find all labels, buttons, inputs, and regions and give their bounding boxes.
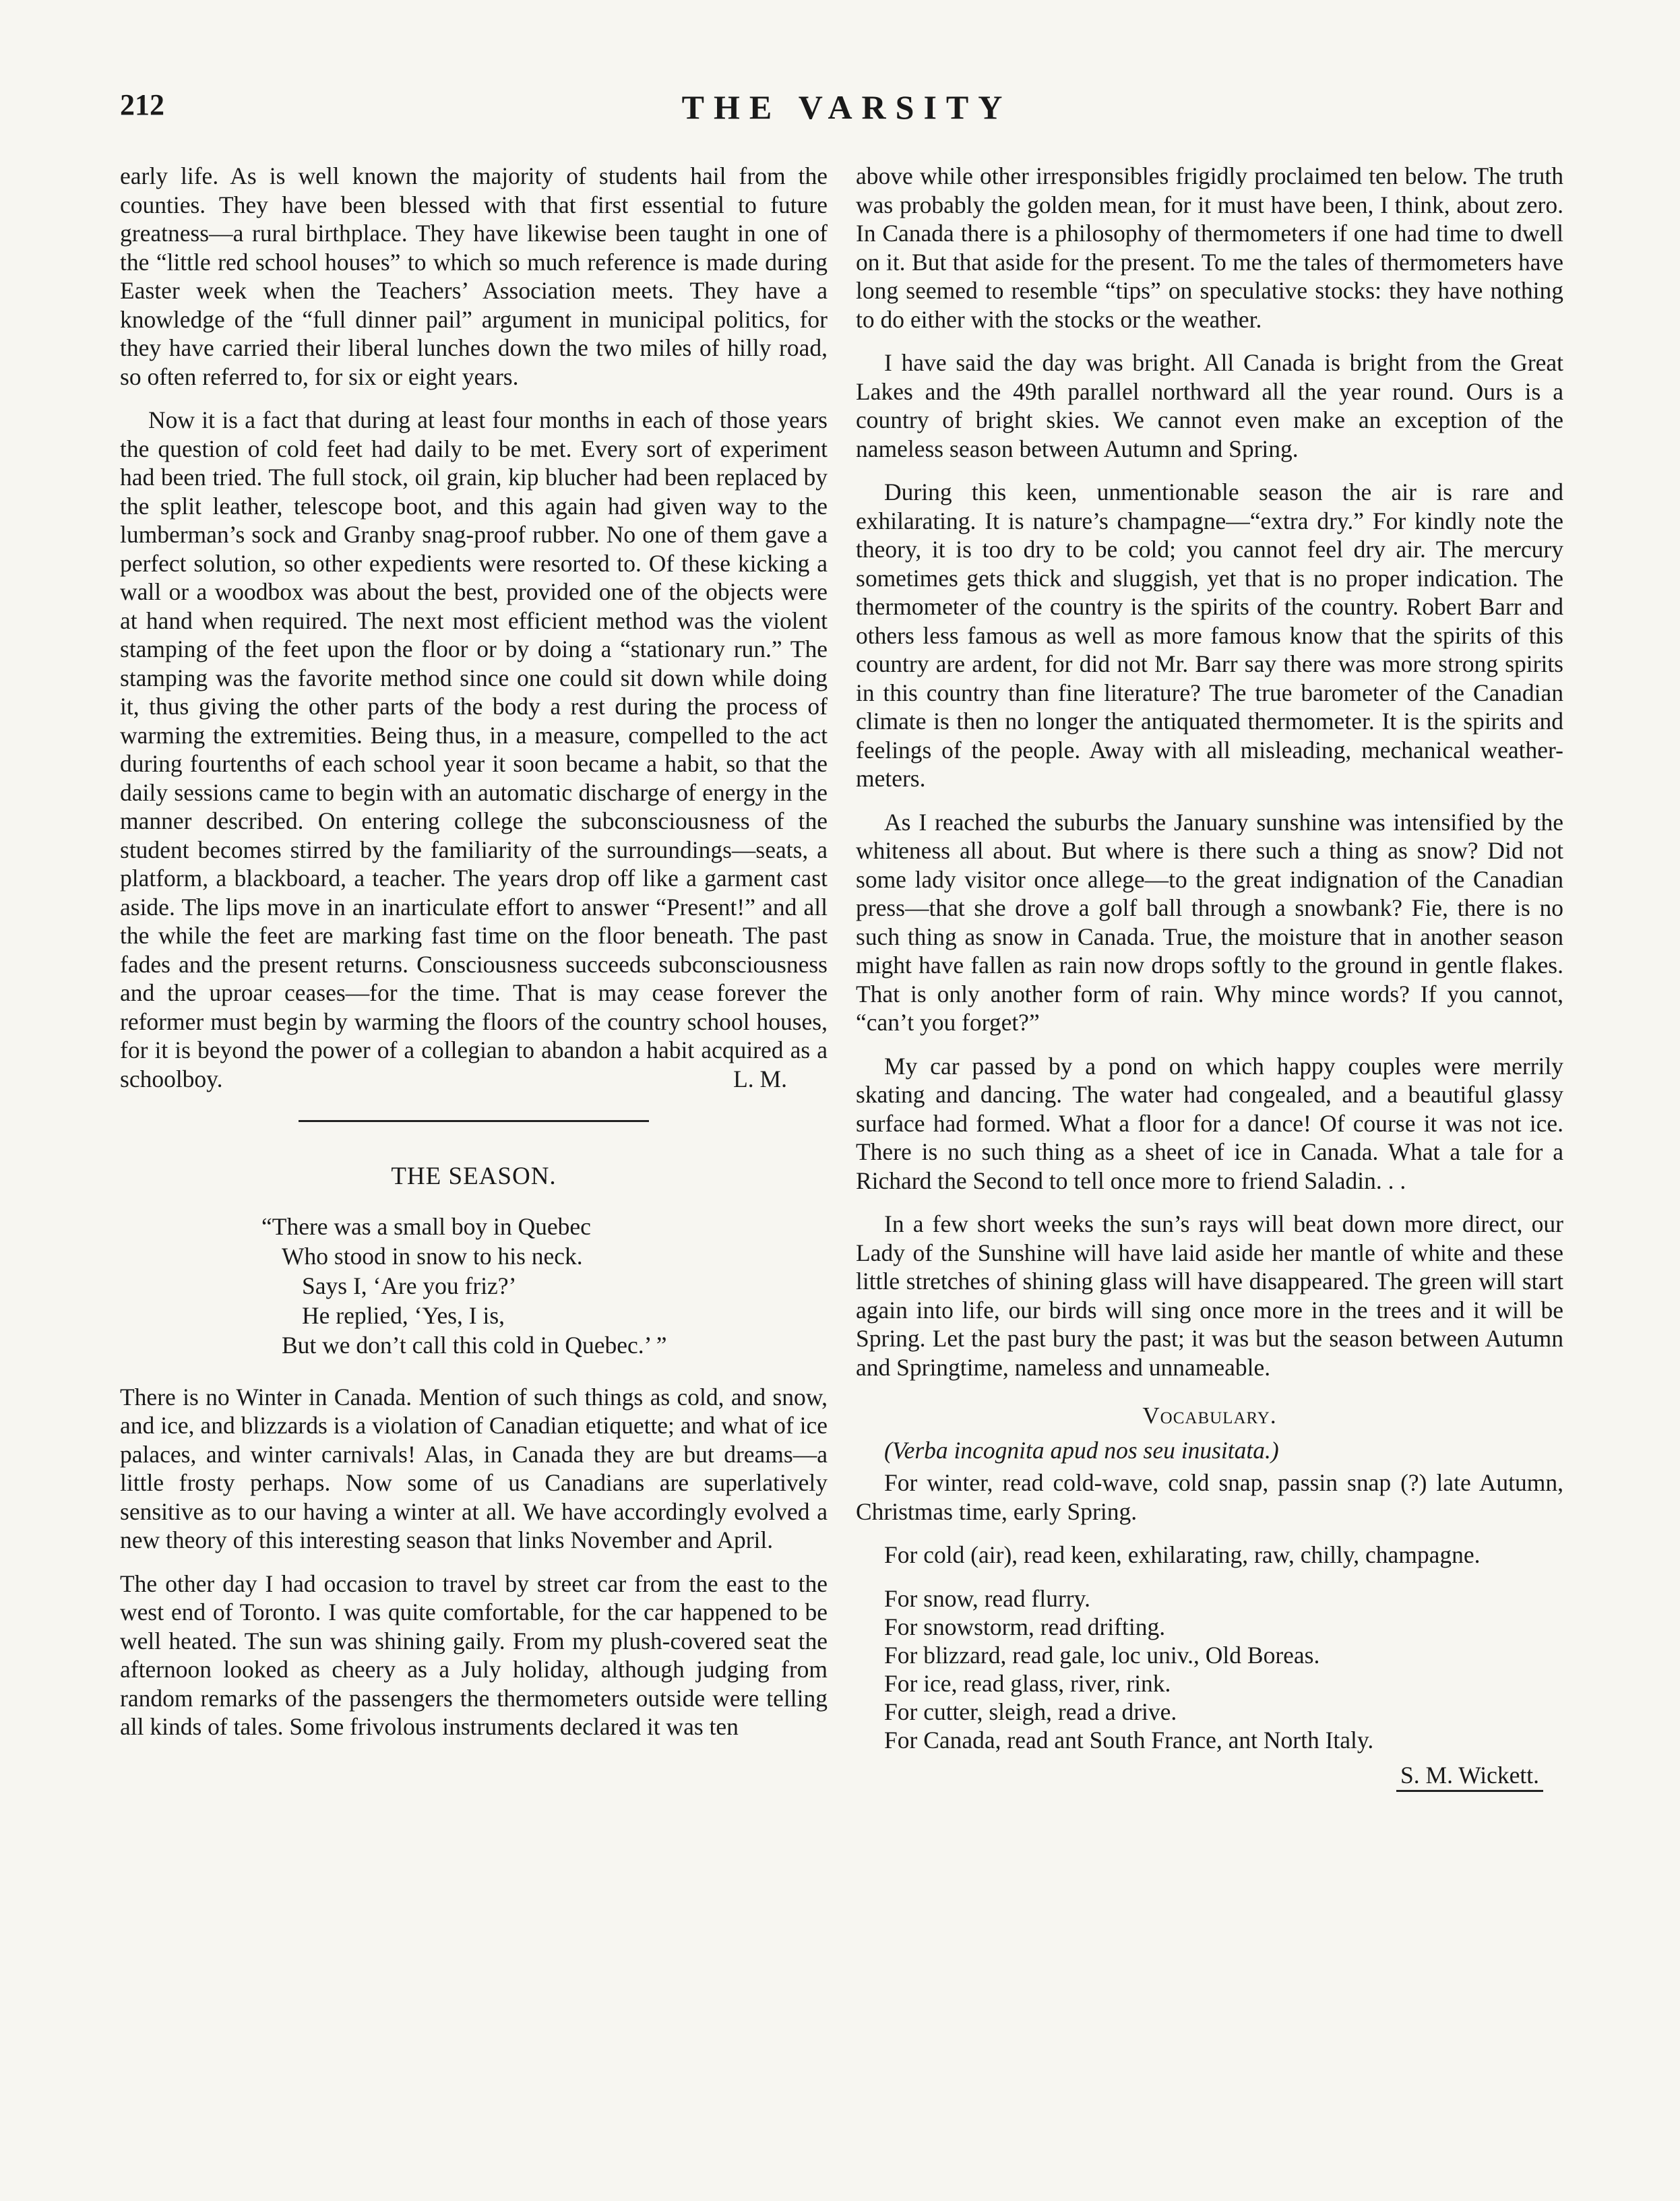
verse <box>261 1212 828 1360</box>
verse-line: Who stood in snow to his neck. <box>282 1242 583 1270</box>
paragraph: My car passed by a pond on which happy couples were merrily skating and dancing. The water had congealed, and a beautiful glassy surface had formed. What a floor for a dance! Of course it was not ice. There is no such thing as a sheet of ice in Canada. What a tale for a Richard the Second to tell once more to friend Saladin. . . <box>856 1052 1563 1194</box>
left-column <box>120 162 828 1756</box>
verse-line: He replied, ‘Yes, I is, <box>302 1301 505 1329</box>
right-column <box>856 162 1563 1789</box>
paragraph: above while other irresponsibles frigidly proclaimed ten below. The truth was probably the golden mean, for it must have been, I think, about zero. In Canada there is a philosophy of thermometers if one had time to dwell on it. But that aside for the present. To me the tales of thermometers have long seemed to resemble “tips” on speculative stocks: they have nothing to do either with the stocks or the weather. <box>856 162 1563 333</box>
journal-title: THE VARSITY <box>681 88 1012 126</box>
vocabulary-entry: For cold (air), read keen, exhilarating, raw, chilly, champagne. <box>884 1541 1481 1568</box>
vocabulary-list <box>856 1584 1563 1754</box>
vocabulary-entry: For winter, read cold-wave, cold snap, passin snap (?) late Autumn, Christmas time, early Spring. <box>856 1469 1563 1525</box>
paragraph: During this keen, unmentionable season the air is rare and exhilarating. It is nature’s champagne—“extra dry.” For kindly note the theory, it is too dry to be cold; you cannot feel dry air. The mercury sometimes gets thick and sluggish, yet that is no proper indication. The thermometer of the country is the spirits of the country. Robert Barr and others less famous as well as more famous know that the spirits of this country are ardent, for did not Mr. Barr say there was more strong spirits in this country than fine literature? The true barometer of the Canadian climate is then no longer the antiquated thermometer. It is the spirits and feelings of the people. Away with all misleading, mechanical weather-meters. <box>856 478 1563 792</box>
signature-text: S. M. Wickett. <box>1396 1762 1543 1792</box>
paragraph: The other day I had occasion to travel by street car from the east to the west end of Toronto. I was quite comfortable, for the car happened to be well heated. The sun was shining gaily. From my plush-covered seat the afternoon looked as cheery as a July holiday, although judging from random remarks of the passengers the thermometers outside were telling all kinds of tales. Some frivolous instruments declared it was ten <box>120 1570 828 1740</box>
page-header <box>115 88 1579 142</box>
vocabulary-entry: For blizzard, read gale, loc univ., Old Boreas. <box>884 1641 1320 1669</box>
vocabulary-entry: For Canada, read ant South France, ant North Italy. <box>884 1726 1374 1754</box>
verse-line: “There was a small boy in Quebec <box>261 1212 591 1240</box>
paragraph <box>120 406 828 1093</box>
vocabulary-entry: For ice, read glass, river, rink. <box>884 1669 1171 1697</box>
paragraph: As I reached the suburbs the January sunshine was intensified by the whiteness all about. But where is there such a thing as snow? Did not some lady visitor once allege—to the great indignation of the Canadian press—that she drove a golf ball through a snowbank? Fie, there is no such thing as snow in Canada. True, the moisture that in another season might have fallen as rain now drops softly to the ground in gentle flakes. That is only another form of rain. Why mince words? If you cannot, “can’t you forget?” <box>856 808 1563 1036</box>
page-number: 212 <box>120 88 164 121</box>
vocabulary-heading: Vocabulary. <box>1142 1402 1277 1429</box>
paragraph: early life. As is well known the majority of students hail from the counties. They have been blessed with that first essential to future greatness—a rural birthplace. They have likewise been taught in one of the “little red school houses” to which so much reference is made during Easter week when the Teachers’ Association meets. They have a knowledge of the “full dinner pail” argument in municipal politics, for they have carried their liberal lunches down the two miles of hilly road, so often referred to, for six or eight years. <box>120 162 828 390</box>
section-divider <box>299 1120 649 1122</box>
paragraph-text: Now it is a fact that during at least four months in each of those years the question of cold feet had daily to be met. Every sort of experiment had been tried. The full stock, oil grain, kip blucher had been replaced by the split leather, telescope boot, and this again had given way to the lumberman’s sock and Granby snag-proof rubber. No one of them gave a perfect solution, so other expedients were resorted to. Of these kicking a wall or a woodbox was about the best, provided one of the objects were at hand when required. The next most efficient method was the violent stamping of the feet upon the floor or by doing a “stationary run.” The stamping was the favorite method since one could sit down while doing it, thus giving the other parts of the body a rest during the process of warming the extremities. Being thus, in a measure, compelled to the act during fourtenths of each school year it soon became a habit, so that the daily sessions came to begin with an automatic discharge of energy in the manner described. On entering college the subconsciousness of the student becomes stirred by the familiarity of the surroundings—seats, a platform, a blackboard, a teacher. The years drop off like a garment cast aside. The lips move in an inarticulate effort to answer “Present!” and all the while the feet are marking fast time on the floor beneath. The past fades and the present returns. Consciousness succeeds subconsciousness and the uproar ceases—for the time. That is may cease forever the reformer must begin by warming the floors of the country school houses, for it is beyond the power of a collegian to abandon a habit acquired as a schoolboy. <box>120 406 828 1092</box>
verse-line: Says I, ‘Are you friz?’ <box>302 1272 517 1299</box>
author-initials: L. M. <box>733 1065 787 1092</box>
section-title: THE SEASON. <box>391 1162 557 1190</box>
paragraph: There is no Winter in Canada. Mention of such things as cold, and snow, and ice, and blizzards is a violation of Canadian etiquette; and what of ice palaces, and winter carnivals! Alas, in Canada they are but dreams—a little frosty perhaps. Now some of us Canadians are superlatively sensitive as to our having a winter at all. We have accordingly evolved a new theory of this interesting season that links November and April. <box>120 1383 828 1553</box>
verse-line: But we don’t call this cold in Quebec.’ ” <box>282 1331 667 1359</box>
paragraph: I have said the day was bright. All Canada is bright from the Great Lakes and the 49th parallel northward all the year round. Ours is a country of bright skies. We cannot even make an exception of the nameless season between Autumn and Spring. <box>856 349 1563 462</box>
paragraph: In a few short weeks the sun’s rays will beat down more direct, our Lady of the Sunshine will have laid aside her mantle of white and these little stretches of shining glass will have disappeared. The green will start again into life, our birds will sing once more in the trees and it will be Spring. Let the past bury the past; it was but the season between Autumn and Springtime, nameless and unnameable. <box>856 1210 1563 1381</box>
author-signature <box>856 1761 1543 1790</box>
vocabulary-subtitle: (Verba incognita apud nos seu inusitata.) <box>884 1436 1279 1464</box>
vocabulary-entry: For cutter, sleigh, read a drive. <box>884 1698 1177 1725</box>
vocabulary-entry: For snow, read flurry. <box>884 1584 1090 1612</box>
vocabulary-entry: For snowstorm, read drifting. <box>884 1613 1166 1640</box>
